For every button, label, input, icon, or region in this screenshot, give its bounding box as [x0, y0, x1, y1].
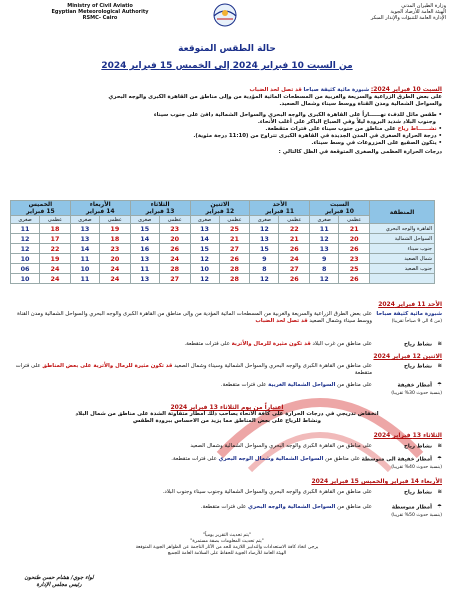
- max-temp-cell: 26: [339, 274, 370, 284]
- max-temp-cell: 21: [219, 234, 250, 244]
- table-region-cell: السواحل الشمالية: [370, 234, 435, 244]
- min-temp-cell: 12: [190, 254, 219, 264]
- wed-thu-wind-row: [12, 489, 442, 497]
- table-row: [11, 274, 435, 284]
- min-temp-cell: 15: [190, 244, 219, 254]
- wind-icon: ≋: [437, 363, 442, 369]
- min-temp-cell: 8: [250, 264, 279, 274]
- wind-icon: ≋: [437, 443, 442, 449]
- footer-line-3: يرجى اتخاذ كافة الاستعدادات والتدابير اللازمة للحد من الآثار الناجمة عن الظواهر الجوية المتوقعة: [135, 545, 319, 550]
- rain-cloud-icon: ☂: [437, 456, 442, 462]
- min-temp-cell: 11: [70, 254, 99, 264]
- wed-thu-rain-row: [12, 504, 442, 519]
- min-temp-cell: 14: [70, 244, 99, 254]
- footer-line-1: "يتم تحديث التقرير يومياً": [202, 533, 252, 538]
- sunday-day-label: الأحد 11 فبراير 2024: [378, 301, 442, 308]
- monday-wind-tail: على فترات متقطعة: [15, 363, 372, 377]
- signature-role: رئيس مجلس الإدارة: [36, 582, 82, 588]
- table-day-wed: الأربعاء 14 فبراير: [70, 201, 130, 216]
- rain-cloud-icon: ☂: [437, 504, 442, 510]
- sunday-fog-time: (من 4 الى 9 صباحاً تقريبا): [391, 319, 442, 325]
- saturday-wind: نشــــــاط رياح: [397, 126, 437, 133]
- max-temp-cell: 23: [339, 254, 370, 264]
- saturday-fog-note: قد تصل لحد الضباب: [249, 87, 302, 93]
- max-temp-cell: 21: [279, 234, 310, 244]
- saturday-wind-text: على مناطق من جنوب سيناء على فترات متقطعة.: [265, 126, 396, 133]
- min-temp-cell: 14: [190, 234, 219, 244]
- header-english-line-1: Ministry of Civil Aviatio: [67, 3, 133, 9]
- min-label: صغرى: [190, 216, 219, 224]
- max-temp-cell: 26: [219, 254, 250, 264]
- table-row: [11, 244, 435, 254]
- max-temp-cell: 21: [339, 224, 370, 234]
- max-temp-cell: 20: [339, 234, 370, 244]
- max-temp-cell: 17: [40, 234, 71, 244]
- min-temp-cell: 10: [70, 264, 99, 274]
- min-temp-cell: 12: [250, 274, 279, 284]
- min-temp-cell: 12: [11, 234, 40, 244]
- saturday-day-label: السبت 10 فبراير 2024:: [370, 86, 442, 93]
- table-day-sat: السبت 10 فبراير: [310, 201, 370, 216]
- footer-line-4: الهيئة العامة للأرصاد الجوية للحفاظ على السلامة العامة للجميع: [167, 551, 287, 556]
- min-temp-cell: 13: [310, 244, 339, 254]
- min-temp-cell: 15: [130, 224, 159, 234]
- max-temp-cell: 20: [99, 254, 130, 264]
- tuesday-rain-text: على مناطق من: [325, 456, 360, 462]
- max-temp-cell: 25: [339, 264, 370, 274]
- min-temp-cell: 13: [70, 224, 99, 234]
- ema-logo-icon: [200, 2, 250, 28]
- monday-wind-note: قد تكون مثيرة للرمال والأتربة على بعض المناطق: [42, 363, 173, 369]
- rain-cloud-icon: ☂: [437, 382, 442, 388]
- table-day-sun: الأحد 11 فبراير: [250, 201, 310, 216]
- tuesday-rain-chance: (بنسبة حدوث 40% تقريبا): [391, 464, 442, 470]
- header-english-line-3: RSMC- Cairo: [82, 15, 118, 21]
- monday-wind-text: على مناطق من القاهرة الكبرى والوجه البحري والسواحل الشمالية وسيناء وشمال الصعيد: [174, 363, 372, 369]
- table-row: [11, 254, 435, 264]
- table-region-cell: شمال الصعيد: [370, 254, 435, 264]
- signature-name: لواء جوي/ هشام حسن طنحون: [24, 575, 94, 581]
- footer-line-2: "يتم تحديث المعلومات بصفة مستمرة": [190, 539, 264, 544]
- wed-thu-day-label: الأربعاء 14 فبراير والخميس 15 فبراير 2024: [311, 478, 442, 485]
- tuesday-section: [12, 432, 442, 439]
- max-temp-cell: 27: [279, 264, 310, 274]
- sunday-wind-row: [12, 341, 442, 349]
- max-temp-cell: 23: [159, 224, 190, 234]
- min-temp-cell: 15: [250, 244, 279, 254]
- min-temp-cell: 11: [11, 224, 40, 234]
- min-label: صغرى: [130, 216, 159, 224]
- monday-rain-row: [12, 382, 442, 397]
- min-label: صغرى: [250, 216, 279, 224]
- monday-section: [12, 353, 442, 360]
- header-english-line-2: Egyptian Meteorological Authority: [51, 9, 149, 15]
- wed-thu-wind-text: على مناطق من القاهرة الكبرى والوجه البحري والسواحل الشمالية وجنوب سيناء وجنوب البلاد.: [162, 489, 372, 495]
- max-temp-cell: 24: [99, 274, 130, 284]
- min-temp-cell: 9: [310, 254, 339, 264]
- max-temp-cell: 28: [219, 274, 250, 284]
- temperature-table: [10, 200, 435, 284]
- min-temp-cell: 06: [11, 264, 40, 274]
- max-temp-cell: 22: [40, 244, 71, 254]
- min-label: صغرى: [11, 216, 40, 224]
- tuesday-day-label: الثلاثاء 13 فبراير 2024: [373, 432, 442, 439]
- footer-notes: [0, 533, 454, 557]
- min-temp-cell: 13: [190, 224, 219, 234]
- max-temp-cell: 19: [40, 254, 71, 264]
- table-region-cell: [370, 274, 435, 284]
- min-temp-cell: 12: [310, 274, 339, 284]
- min-temp-cell: 14: [130, 234, 159, 244]
- min-temp-cell: 13: [250, 234, 279, 244]
- min-temp-cell: 16: [130, 244, 159, 254]
- max-temp-cell: 20: [159, 234, 190, 244]
- table-day-mon: الاثنين 12 فبراير: [190, 201, 250, 216]
- table-day-thu: الخميس 15 فبراير: [11, 201, 71, 216]
- min-label: صغرى: [310, 216, 339, 224]
- max-temp-cell: 26: [279, 274, 310, 284]
- max-label: عظمى: [99, 216, 130, 224]
- min-temp-cell: 12: [190, 274, 219, 284]
- table-region-cell: جنوب الصعيد: [370, 264, 435, 274]
- saturday-fog: شبورة مائية كثيفة صباحا: [303, 87, 370, 93]
- min-temp-cell: 8: [310, 264, 339, 274]
- tuesday-note-head: اعتباراً من يوم الثلاثاء 13 فبراير 2024: [170, 404, 284, 411]
- page-title: حالة الطقس المتوقعة: [178, 44, 276, 54]
- tuesday-rain-tail: على فترات متقطعة.: [171, 456, 217, 462]
- sunday-fog: شبورة مائية كثيفة صباحا: [376, 311, 442, 317]
- wed-thu-section: [12, 478, 442, 485]
- max-temp-cell: 25: [219, 224, 250, 234]
- min-temp-cell: 13: [130, 254, 159, 264]
- wed-thu-rain: أمطار متوسطة: [391, 504, 432, 511]
- saturday-bullet-frost: يتكون الصقيع على المزروعات في وسط سيناء.: [311, 140, 437, 147]
- max-temp-cell: 27: [159, 274, 190, 284]
- page-subtitle: من السبت 10 فبراير 2024 إلى الخميس 15 فبراير 2024: [101, 61, 353, 71]
- wind-icon: ≋: [437, 489, 442, 495]
- max-temp-cell: 22: [279, 224, 310, 234]
- max-temp-cell: 18: [40, 224, 71, 234]
- header-arabic: [316, 3, 446, 21]
- saturday-section: السبت 10 فبراير 2024: شبورة مائية كثيفة صباحا قد تصل لحد الضباب على بعض الطرق الزراعية والسريعة والغربية من المسطحات المائية المؤدية من وإلى مناطق من القاهرة الكبرى والوجه البحري والسواحل الشمالية ومدن القناة ووسط سيناء وشمال الصعيد. • طقس مائل للدفء نهــــــاراً على القاهرة الكبرى والوجه البحري والسواحل الشمالية دافئ على جنوب سيناء وجنوب البلاد شديد البرودة ليلاً وفي الصباح الباكر على أغلب الأنحاء. • نشــــــاط رياح على مناطق من جنوب سيناء على فترات متقطعة. • درجة الحرارة الصغرى في المدن الجديدة في القاهرة الكبرى تتراوح من (11:10 درجة مئوية). • يتكون الصقيع على المزروعات في وسط سيناء. درجات الحرارة العظمى والصغرى المتوقعة في الظل كالتالي :: [12, 86, 442, 156]
- saturday-bullet-1: طقس مائل للدفء نهــــــاراً على القاهرة الكبرى والوجه البحري والسواحل الشمالية دافئ على جنوب سيناء: [153, 111, 437, 118]
- wed-thu-rain-tail: على فترات متقطعة.: [200, 504, 247, 510]
- wed-thu-rain-chance: (بنسبة حدوث 50% تقريبا): [391, 512, 442, 518]
- saturday-bullet-1b: وجنوب البلاد شديد البرودة ليلاً وفي الصباح الباكر على أغلب الأنحاء.: [257, 118, 436, 125]
- min-temp-cell: 9: [250, 254, 279, 264]
- max-temp-cell: 23: [99, 244, 130, 254]
- table-day-tue: الثلاثاء 13 فبراير: [130, 201, 190, 216]
- max-label: عظمى: [339, 216, 370, 224]
- min-temp-cell: 13: [130, 274, 159, 284]
- min-temp-cell: 10: [190, 264, 219, 274]
- monday-rain: أمطار خفيفة: [397, 382, 432, 389]
- monday-rain-text: على مناطق من: [337, 382, 372, 388]
- header-arabic-line-1: وزارة الطيران المدني: [401, 3, 446, 9]
- max-temp-cell: 24: [159, 254, 190, 264]
- min-temp-cell: 11: [310, 224, 339, 234]
- wind-icon: ≋: [437, 341, 442, 347]
- max-temp-cell: 26: [279, 244, 310, 254]
- min-temp-cell: 12: [250, 224, 279, 234]
- header-arabic-line-2: الهيئة العامة للأرصاد الجوية: [390, 9, 446, 15]
- saturday-bullet-min-temp: درجة الحرارة الصغرى في المدن الجديدة في القاهرة الكبرى تتراوح من (11:10 درجة مئوية).: [193, 133, 437, 140]
- tuesday-rain-area: السواحل الشمالية وشمال الوجه البحري: [218, 456, 324, 462]
- saturday-line-2: على بعض الطرق الزراعية والسريعة والغربية من المسطحات المائية المؤدية من وإلى مناطق من القاهرة الكبرى والوجه البحري: [108, 94, 442, 101]
- sunday-wind: نشاط رياح: [403, 341, 432, 348]
- sunday-wind-text: على مناطق من غرب البلاد: [312, 341, 372, 347]
- max-temp-cell: 26: [159, 244, 190, 254]
- min-temp-cell: 11: [130, 264, 159, 274]
- max-temp-cell: 24: [40, 264, 71, 274]
- table-row: [11, 234, 435, 244]
- signature-block: [14, 575, 104, 589]
- monday-wind: نشاط رياح: [403, 363, 432, 370]
- min-label: صغرى: [70, 216, 99, 224]
- table-corner-region: المنطقة: [370, 201, 435, 224]
- tuesday-wind: نشاط رياح: [403, 443, 432, 450]
- wed-thu-wind: نشاط رياح: [403, 489, 432, 496]
- table-row: [11, 224, 435, 234]
- sunday-fog-row: [12, 311, 442, 325]
- max-temp-cell: 26: [339, 244, 370, 254]
- temps-title: درجات الحرارة العظمى والصغرى المتوقعة في الظل كالتالي :: [278, 148, 442, 155]
- wed-thu-rain-area: السواحل الشمالية والوجه البحري: [248, 504, 336, 510]
- monday-day-label: الاثنين 12 فبراير 2024: [373, 353, 442, 360]
- max-temp-cell: 24: [40, 274, 71, 284]
- tuesday-note-line-2: ونشاط للرياح على بعض المناطق مما يزيد من الاحساس ببرودة الطقس: [132, 418, 322, 425]
- tuesday-note-line-1: انخفاض تدريجي في درجات الحرارة على كافة الانحاء يصاحب ذلك امطار متفاوتة الشدة على مناطق من شمال البلاد: [75, 411, 379, 418]
- monday-rain-area: السواحل الشمالية الغربية: [268, 382, 336, 388]
- max-temp-cell: 19: [99, 224, 130, 234]
- sunday-wind-note: قد تكون مثيرة للرمال والأتربة: [231, 341, 311, 347]
- min-temp-cell: 13: [70, 234, 99, 244]
- table-row: [11, 264, 435, 274]
- monday-rain-chance: (بنسبة حدوث 30% تقريبا): [391, 390, 442, 396]
- max-label: عظمى: [159, 216, 190, 224]
- max-temp-cell: 28: [219, 264, 250, 274]
- header-english: [46, 3, 154, 21]
- max-label: عظمى: [219, 216, 250, 224]
- table-region-cell: جنوب سيناء: [370, 244, 435, 254]
- monday-rain-tail: على فترات متقطعة.: [220, 382, 267, 388]
- sunday-section: [12, 301, 442, 308]
- min-temp-cell: 12: [310, 234, 339, 244]
- tuesday-rain-row: [12, 456, 442, 471]
- header-arabic-line-3: الإدارة العامة للتنبؤات والإنذار المبكر: [370, 15, 446, 21]
- table-body: [11, 224, 435, 284]
- min-temp-cell: 12: [11, 244, 40, 254]
- tuesday-wind-text: على مناطق من القاهرة الكبرى والوجه البحري والسواحل الشمالية وشمال الصعيد: [190, 443, 372, 449]
- min-temp-cell: 11: [70, 274, 99, 284]
- max-temp-cell: 24: [279, 254, 310, 264]
- table-region-cell: القاهرة والوجه البحري: [370, 224, 435, 234]
- sunday-fog-text: على بعض الطرق الزراعية والسريعة والغربية من المسطحات المائية المؤدية من وإلى مناطق من القاهرة الكبرى والوجه البحري والسواحل الشمالية ومدن القناة ووسط سيناء وشمال الصعيد: [17, 311, 372, 325]
- tuesday-wind-row: [12, 443, 442, 451]
- wed-thu-rain-text: على مناطق من: [337, 504, 372, 510]
- monday-wind-row: [12, 363, 442, 377]
- saturday-line-3: والسواحل الشمالية ومدن القناة ووسط سيناء وشمال الصعيد.: [279, 101, 442, 108]
- min-temp-cell: 10: [11, 274, 40, 284]
- max-temp-cell: 27: [219, 244, 250, 254]
- max-temp-cell: 24: [99, 264, 130, 274]
- max-temp-cell: 28: [159, 264, 190, 274]
- max-label: عظمى: [279, 216, 310, 224]
- sunday-fog-note: قد تصل لحد الضباب: [255, 318, 308, 325]
- tuesday-rain: أمطار خفيفة الى متوسطة: [361, 456, 432, 463]
- max-label: عظمى: [40, 216, 71, 224]
- tuesday-note: [12, 404, 442, 426]
- max-temp-cell: 18: [99, 234, 130, 244]
- min-temp-cell: 10: [11, 254, 40, 264]
- sunday-wind-tail: على فترات متقطعة.: [184, 341, 230, 347]
